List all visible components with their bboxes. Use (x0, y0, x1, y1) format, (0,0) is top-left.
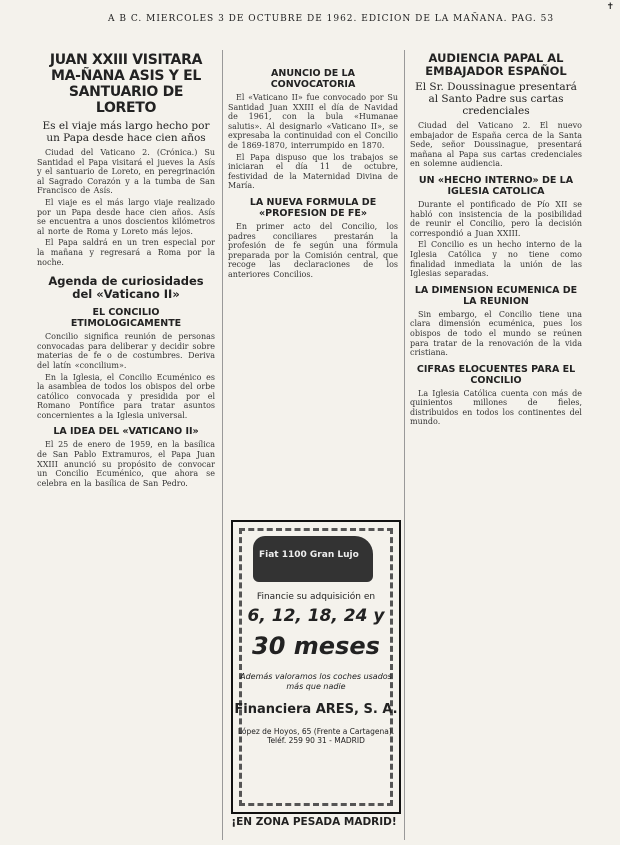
paragraph: En la Iglesia, el Concilio Ecuménico es la asamblea de todos los obispos del orbe católico convocada y presidida por el Romano Pontífice para tratar asuntos concernientes a la Iglesia universal. (37, 372, 215, 420)
page-header: A B C. MIERCOLES 3 DE OCTUBRE DE 1962. EDICION DE LA MAÑANA. PAG. 53 (108, 14, 555, 24)
section-title: EL CONCILIO ETIMOLOGICAMENTE (70, 307, 182, 330)
column-left (37, 52, 215, 490)
paragraph: El «Vaticano II» fue convocado por Su Santidad Juan XXIII el día de Navidad de 1961, con la bula «Humanae salutis». Al designarlo «Vaticano II», se expresaba la continuidad con el Concilio de 1869-1870, interrumpido en 1870. (228, 93, 398, 150)
article-subtitle: Es el viaje más largo hecho por un Papa desde hace cien años (42, 120, 210, 144)
section-title: CIFRAS ELOCUENTES PARA EL CONCILIO (416, 363, 576, 386)
column-rule (404, 50, 405, 840)
column-rule (222, 50, 223, 840)
paragraph: El Papa saldrá en un tren especial por la mañana y regresará a Roma por la noche. (37, 238, 215, 267)
paragraph: Sin embargo, el Concilio tiene una clara dimensión ecuménica, pues los obispos de todo el mundo se reúnen para tratar de la renovación de la vida cristiana. (410, 309, 582, 358)
agenda-title: Agenda de curiosidades del «Vaticano II» (48, 274, 204, 302)
article-headline: JUAN XXIII VISITARA MA-ÑANA ASIS Y EL SANTUARIO DE LORETO (49, 52, 203, 116)
ad-finance-line: Financie su adquisición en (256, 592, 376, 602)
paragraph: Ciudad del Vaticano 2. El nuevo embajador de España cerca de la Santa Sede, señor Doussinague, presentará mañana al Papa sus cartas credenciales en solemne audiencia. (410, 121, 582, 169)
ad-months: 30 meses (252, 632, 380, 660)
article-headline: AUDIENCIA PAPAL AL EMBAJADOR ESPAÑOL (425, 51, 567, 78)
column-right (410, 52, 582, 429)
section-title: LA DIMENSION ECUMENICA DE LA REUNION (414, 284, 578, 307)
page-corner-mark: ✝ (606, 2, 614, 12)
paragraph: La Iglesia Católica cuenta con más de quinientos millones de fieles, distribuidos en todos los continentes del mundo. (410, 388, 582, 427)
ad-note: Además valoramos los coches usados más que nadie (240, 672, 392, 691)
ad-terms: 6, 12, 18, 24 y (247, 606, 385, 626)
paragraph: Durante el pontificado de Pío XII se habló con insistencia de la posibilidad de reunir el Concilio, pero la decisión correspondió a Juan XXIII. (410, 199, 582, 238)
section-title: UN «HECHO INTERNO» DE LA IGLESIA CATOLICA (418, 174, 574, 197)
paragraph: En primer acto del Concilio, los padres conciliares prestarán la profesión de fe según una fórmula preparada por la Comisión central, que recoge las declaraciones de los anteriores Concilios. (228, 221, 398, 279)
advertisement (231, 520, 401, 814)
car-image (253, 536, 373, 582)
car-label: Fiat 1100 Gran Lujo (259, 550, 359, 560)
bottom-ad-title: ¡EN ZONA PESADA MADRID! (231, 816, 397, 828)
column-middle (228, 62, 398, 282)
article-subtitle: El Sr. Doussinague presentará al Santo Padre sus cartas credenciales (415, 81, 577, 117)
ad-company: Financiera ARES, S. A. (234, 702, 398, 717)
bottom-advertisement (228, 816, 400, 828)
section-title: ANUNCIO DE LA CONVOCATORIA (270, 68, 356, 90)
paragraph: Concilio significa reunión de personas convocadas para deliberar y decidir sobre materias de fe o de costumbres. Deriva del latín «concilium». (37, 332, 215, 370)
paragraph: El Papa dispuso que los trabajos se iniciaran el día 11 de octubre, festividad de la Maternidad Divina de María. (228, 152, 398, 191)
paragraph: El viaje es el más largo viaje realizado por un Papa desde hace cien años. Asís se encuentra a unos doscientos kilómetros al norte de Roma y Loreto más lejos. (37, 197, 215, 236)
section-title: LA NUEVA FORMULA DE «PROFESION DE FE» (249, 196, 377, 219)
paragraph: El 25 de enero de 1959, en la basílica de San Pablo Extramuros, el Papa Juan XXIII anunció su propósito de convocar un Concilio Ecuménico, que ahora se celebra en la basílica de San Pedro. (37, 440, 215, 488)
paragraph: Ciudad del Vaticano 2. (Crónica.) Su Santidad el Papa visitará el jueves la Asís y el santuario de Loreto, en peregrinación al Sagrado Corazón y a la tumba de San Francisco de Asís. (37, 148, 215, 196)
section-title: LA IDEA DEL «VATICANO II» (53, 426, 199, 438)
paragraph: El Concilio es un hecho interno de la Iglesia Católica y no tiene como finalidad inmediata la unión de las Iglesias separadas. (410, 240, 582, 279)
ad-address: López de Hoyos, 65 (Frente a Cartagena). Teléf. 259 90 31 - MADRID (237, 727, 395, 745)
